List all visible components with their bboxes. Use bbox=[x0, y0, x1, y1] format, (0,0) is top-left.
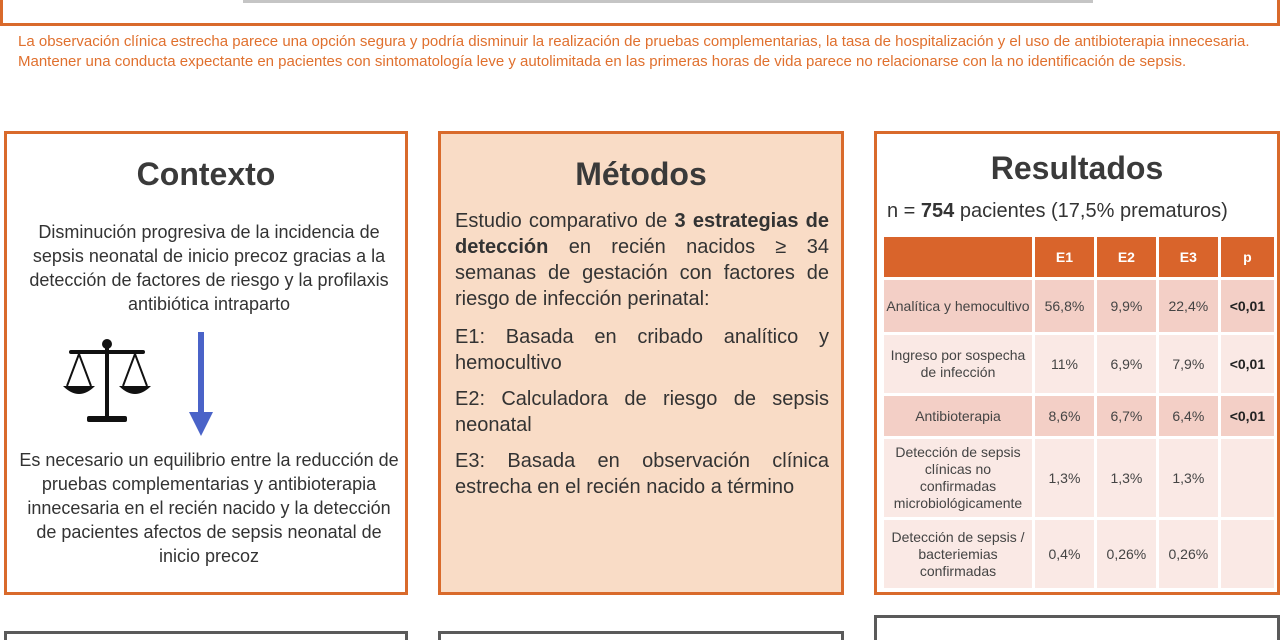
cell-p bbox=[1221, 439, 1274, 517]
row-label: Ingreso por sospecha de infección bbox=[884, 335, 1032, 393]
results-title: Resultados bbox=[990, 150, 1164, 186]
results-table bbox=[881, 234, 1277, 591]
cell-e1: 8,6% bbox=[1035, 396, 1094, 436]
cell-e3: 22,4% bbox=[1159, 280, 1218, 332]
summary-line-2: Mantener una conducta expectante en pacientes con sintomatología leve y autolimitada en las primeras horas de vida parece no relacionarse con la no identificación de sepsis. bbox=[18, 53, 1187, 70]
cell-e2: 6,9% bbox=[1097, 335, 1156, 393]
cell-e3: 1,3% bbox=[1159, 439, 1218, 517]
n-prefix: n = bbox=[887, 200, 921, 222]
context-text-2: Es necesario un equilibrio entre la reducción de pruebas complementarias y antibioterapia innecesaria en el recién nacido y la detección de pacientes afectos de sepsis neonatal de inicio precoz bbox=[19, 450, 399, 566]
methods-intro-b: en recién nacidos ≥ 34 semanas de gestación con factores de riesgo de infección perinatal: bbox=[455, 236, 829, 310]
table-header-cell bbox=[884, 237, 1032, 277]
methods-intro-a: Estudio comparativo de bbox=[455, 210, 675, 232]
row-label: Detección de sepsis clínicas no confirmadas microbiológicamente bbox=[884, 439, 1032, 517]
cropped-title-line bbox=[243, 0, 1093, 7]
table-header-cell: E3 bbox=[1159, 237, 1218, 277]
table-row bbox=[884, 439, 1274, 517]
methods-panel bbox=[438, 131, 844, 595]
table-header-row bbox=[884, 237, 1274, 277]
methods-e1: E1: Basada en cribado analítico y hemocultivo bbox=[455, 326, 829, 374]
cell-p: <0,01 bbox=[1221, 335, 1274, 393]
row-label: Antibioterapia bbox=[884, 396, 1032, 436]
bottom-panel-middle bbox=[438, 631, 844, 640]
context-text-1: Disminución progresiva de la incidencia de sepsis neonatal de inicio precoz gracias a la detección de factores de riesgo y la profilaxis antibiótica intraparto bbox=[29, 222, 389, 314]
methods-title: Métodos bbox=[575, 156, 707, 192]
methods-e3: E3: Basada en observación clínica estrecha en el recién nacido a término bbox=[455, 450, 829, 498]
table-row bbox=[884, 520, 1274, 588]
methods-intro-bold: 3 estrategias de detección bbox=[455, 210, 830, 258]
cell-e1: 56,8% bbox=[1035, 280, 1094, 332]
table-row bbox=[884, 335, 1274, 393]
cell-e2: 1,3% bbox=[1097, 439, 1156, 517]
context-panel bbox=[4, 131, 408, 595]
cell-e2: 6,7% bbox=[1097, 396, 1156, 436]
context-title: Contexto bbox=[136, 156, 276, 192]
balance-scale-icon bbox=[61, 336, 153, 426]
bottom-panel-right bbox=[874, 615, 1280, 640]
cell-e3: 7,9% bbox=[1159, 335, 1218, 393]
results-panel bbox=[874, 131, 1280, 595]
bottom-panel-left bbox=[4, 631, 408, 640]
table-header-cell: E2 bbox=[1097, 237, 1156, 277]
table-header-cell: p bbox=[1221, 237, 1274, 277]
cell-e2: 9,9% bbox=[1097, 280, 1156, 332]
cell-e1: 0,4% bbox=[1035, 520, 1094, 588]
cell-e3: 0,26% bbox=[1159, 520, 1218, 588]
cell-e1: 11% bbox=[1035, 335, 1094, 393]
row-label: Detección de sepsis / bacteriemias confirmadas bbox=[884, 520, 1032, 588]
cell-e3: 6,4% bbox=[1159, 396, 1218, 436]
cell-p: <0,01 bbox=[1221, 280, 1274, 332]
cell-p bbox=[1221, 520, 1274, 588]
n-suffix: pacientes (17,5% prematuros) bbox=[954, 200, 1228, 222]
table-header-cell: E1 bbox=[1035, 237, 1094, 277]
cell-e1: 1,3% bbox=[1035, 439, 1094, 517]
summary-line-1: La observación clínica estrecha parece una opción segura y podría disminuir la realización de pruebas complementarias, la tasa de hospitalización y el uso de antibioterapia innecesaria. bbox=[18, 33, 1250, 50]
n-value: 754 bbox=[920, 200, 955, 222]
row-label: Analítica y hemocultivo bbox=[884, 280, 1032, 332]
methods-body bbox=[455, 208, 829, 510]
table-row bbox=[884, 396, 1274, 436]
methods-intro bbox=[455, 208, 829, 312]
arrow-down-icon bbox=[187, 332, 215, 438]
cell-e2: 0,26% bbox=[1097, 520, 1156, 588]
sample-size bbox=[887, 200, 1271, 223]
cell-p: <0,01 bbox=[1221, 396, 1274, 436]
table-row bbox=[884, 280, 1274, 332]
header-box bbox=[0, 0, 1280, 26]
conclusion-summary bbox=[18, 32, 1268, 72]
methods-e2: E2: Calculadora de riesgo de sepsis neonatal bbox=[455, 388, 829, 436]
